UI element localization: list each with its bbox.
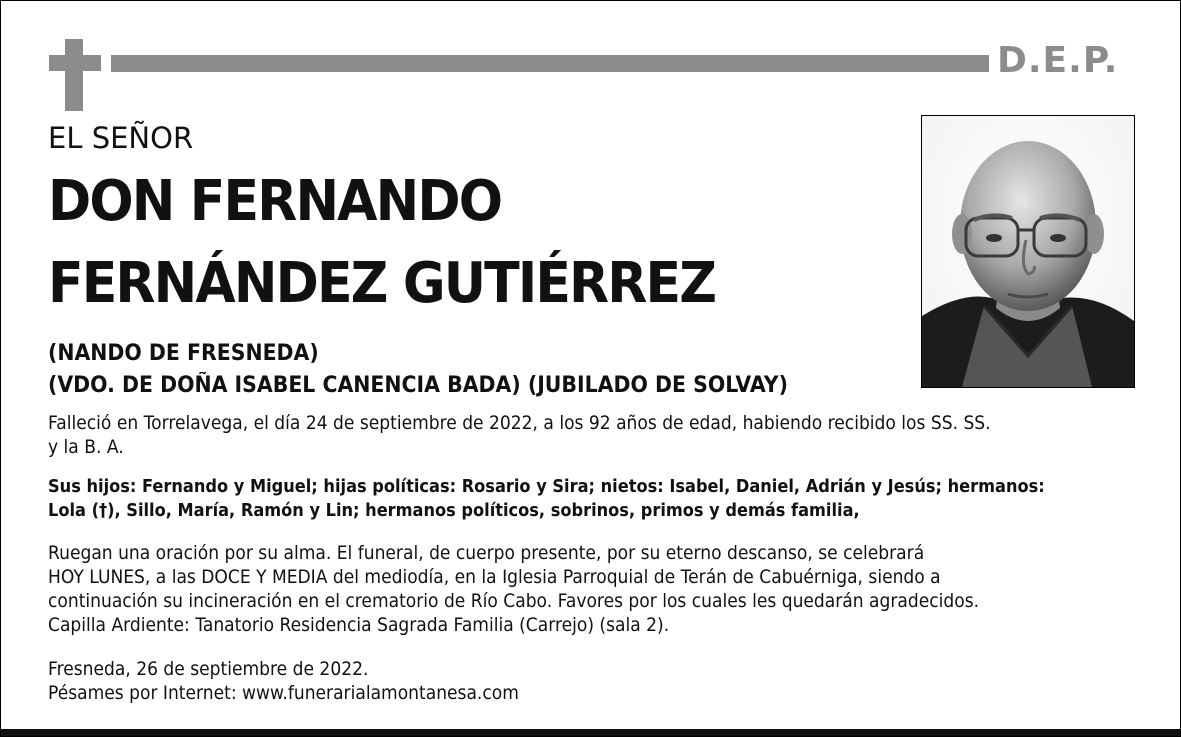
portrait-photo (921, 115, 1135, 388)
deceased-name-line-1: DON FERNANDO (48, 169, 502, 234)
paragraph-line: Ruegan una oración por su alma. El funeral, de cuerpo presente, por su eterno descanso, se celebrará (48, 542, 925, 564)
paragraph-line: HOY LUNES, a las DOCE Y MEDIA del mediodía, en la Iglesia Parroquial de Terán de Cabuérniga, siendo a (48, 566, 941, 588)
family-paragraph (48, 475, 1045, 523)
paragraph-line: Sus hijos: Fernando y Miguel; hijas políticas: Rosario y Sira; nietos: Isabel, Daniel, Adrián y Jesús; hermanos: (48, 476, 1045, 497)
cross-icon (49, 39, 101, 111)
place-date-line: Fresneda, 26 de septiembre de 2022. (48, 658, 369, 680)
bottom-border (1, 729, 1180, 736)
death-notice-paragraph (48, 411, 991, 459)
dep-label: D.E.P. (997, 40, 1119, 81)
paragraph-line: Lola (†), Sillo, María, Ramón y Lin; hermanos políticos, sobrinos, primos y demás familia, (48, 500, 860, 521)
nickname-line: (NANDO DE FRESNEDA) (48, 341, 319, 366)
footer-paragraph (48, 657, 519, 705)
paragraph-line: y la B. A. (48, 436, 124, 458)
title-prefix: EL SEÑOR (48, 121, 194, 155)
paragraph-line: Falleció en Torrelavega, el día 24 de septiembre de 2022, a los 92 años de edad, habiendo recibido los SS. SS. (48, 412, 991, 434)
funeral-paragraph (48, 541, 979, 637)
paragraph-line: Capilla Ardiente: Tanatorio Residencia Sagrada Familia (Carrejo) (sala 2). (48, 614, 670, 636)
paragraph-line: continuación su incineración en el crematorio de Río Cabo. Favores por los cuales les quedarán agradecidos. (48, 590, 980, 612)
condolences-web-line: Pésames por Internet: www.funerarialamontanesa.com (48, 682, 519, 704)
header-rule (111, 55, 989, 72)
widower-retired-line: (VDO. DE DOÑA ISABEL CANENCIA BADA) (JUBILADO DE SOLVAY) (48, 373, 788, 398)
deceased-name-line-2: FERNÁNDEZ GUTIÉRREZ (48, 251, 716, 316)
